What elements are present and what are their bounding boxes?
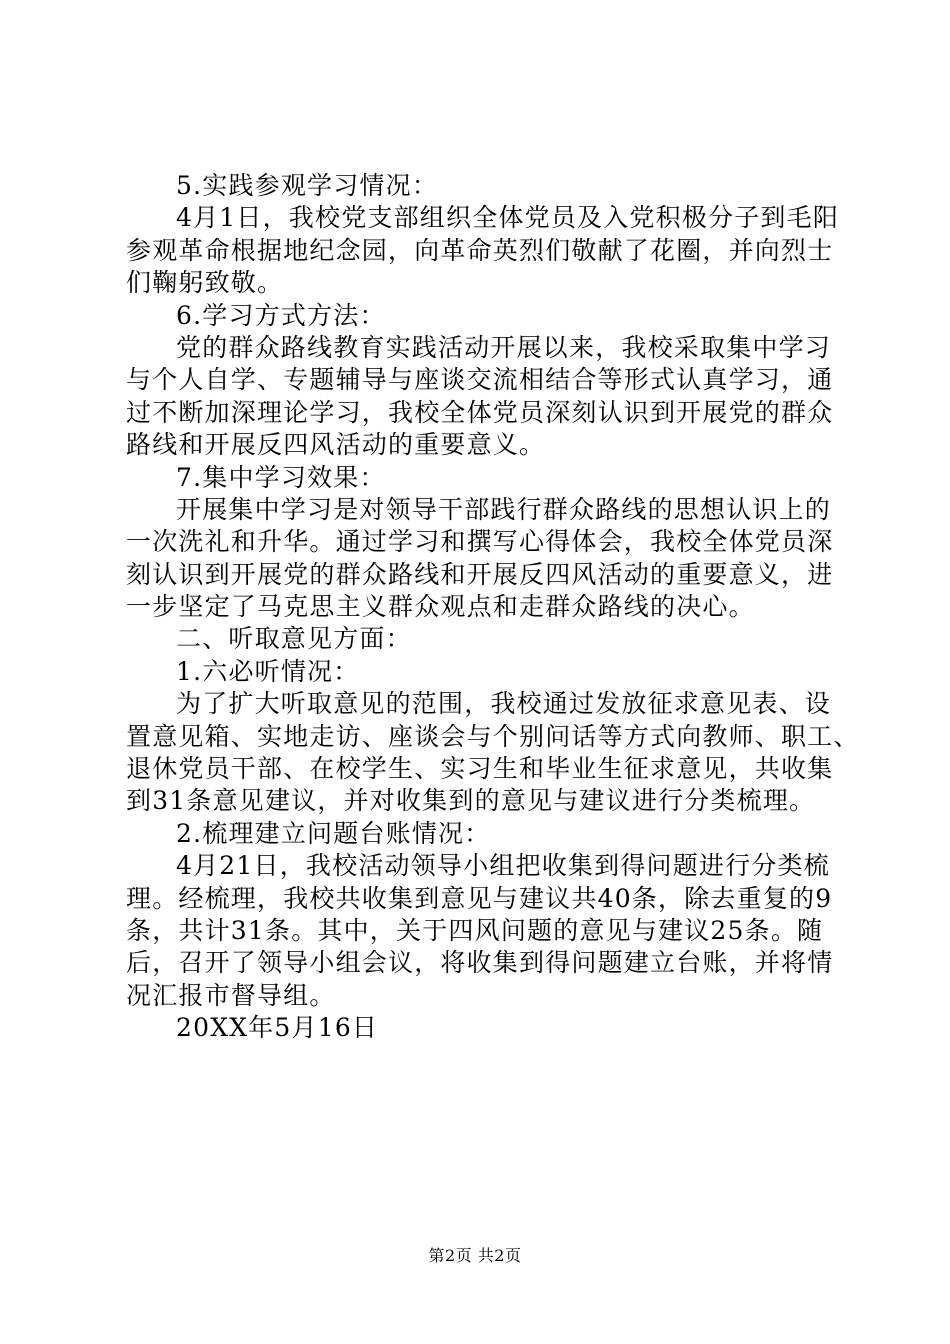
paragraph-line: 过不断加深理论学习，我校全体党员深刻认识到开展党的群众 [126,397,834,427]
paragraph-line: 况汇报市督导组。 [126,980,336,1010]
paragraph-line: 到31条意见建议，并对收集到的意见与建议进行分类梳理。 [126,786,816,816]
paragraph-line: 条，共计31条。其中，关于四风问题的意见与建议25条。随 [126,915,824,945]
paragraph-line: 4月21日，我校活动领导小组把收集到得问题进行分类梳 [176,851,830,881]
paragraph-line: 与个人自学、专题辅导与座谈交流相结合等形式认真学习，通 [126,365,834,395]
section-heading: 6.学习方式方法： [176,300,386,330]
paragraph-line: 一次洗礼和升华。通过学习和撰写心得体会，我校全体党员深 [126,527,834,557]
section-heading: 2.梳理建立问题台账情况： [176,818,491,848]
section-heading: 1.六必听情况： [176,656,360,686]
paragraph-line: 置意见箱、实地走访、座谈会与个别问话等方式向教师、职工、 [126,721,860,751]
paragraph-line: 后，召开了领导小组会议，将收集到得问题建立台账，并将情 [126,948,834,978]
document-date: 20XX年5月16日 [176,1013,379,1043]
paragraph-line: 退休党员干部、在校学生、实习生和毕业生征求意见，共收集 [126,754,834,784]
paragraph-line: 一步坚定了马克思主义群众观点和走群众路线的决心。 [126,592,755,622]
paragraph-line: 4月1日，我校党支部组织全体党员及入党积极分子到毛阳 [176,203,840,233]
section-heading: 二、听取意见方面： [176,624,412,654]
paragraph-line: 理。经梳理，我校共收集到意见与建议共40条，除去重复的9 [126,883,833,913]
paragraph-line: 路线和开展反四风活动的重要意义。 [126,430,546,460]
paragraph-line: 刻认识到开展党的群众路线和开展反四风活动的重要意义，进 [126,559,834,589]
paragraph-line: 开展集中学习是对领导干部践行群众路线的思想认识上的 [176,494,832,524]
paragraph-line: 们鞠躬致敬。 [126,268,284,298]
section-heading: 5.实践参观学习情况： [176,171,439,200]
section-heading: 7.集中学习效果： [176,462,386,492]
page-number-footer: 第2页 共2页 [428,1246,522,1265]
paragraph-line: 参观革命根据地纪念园，向革命英烈们敬献了花圈，并向烈士 [126,235,834,265]
paragraph-line: 为了扩大听取意见的范围，我校通过发放征求意见表、设 [176,689,832,719]
document-body [126,170,860,1045]
paragraph-line: 党的群众路线教育实践活动开展以来，我校采取集中学习 [176,332,832,362]
